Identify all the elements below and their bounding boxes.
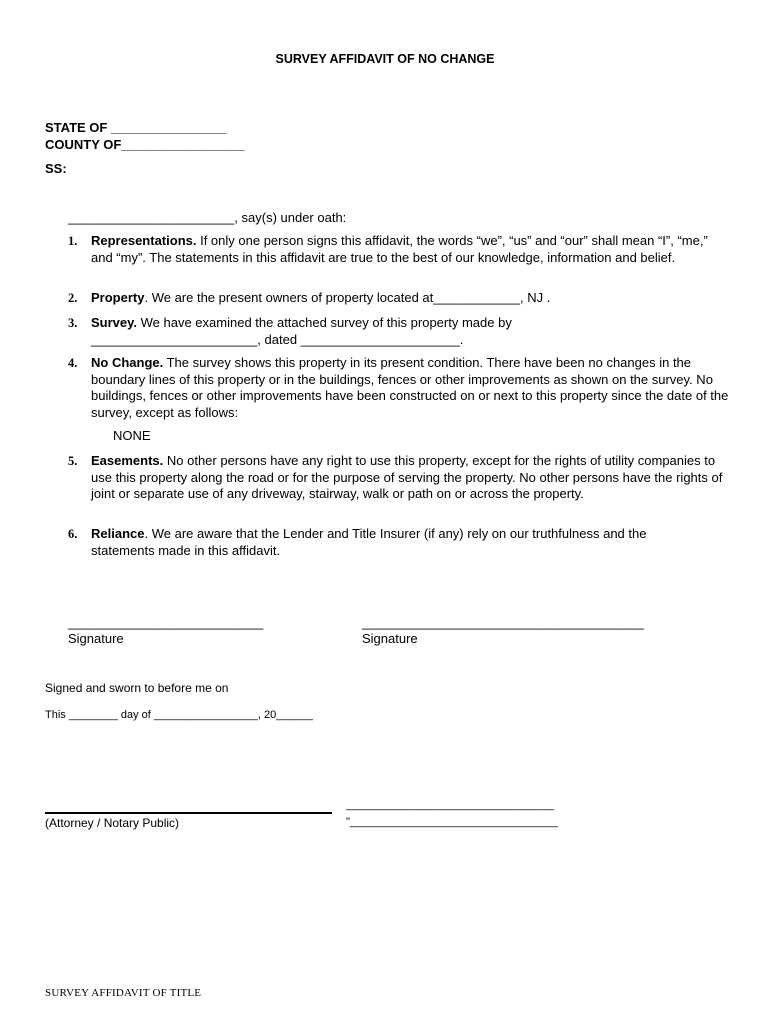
- sworn-statement: Signed and sworn to before me on: [45, 681, 229, 695]
- item-6-heading: Reliance: [91, 526, 145, 541]
- signature-line-left: ___________________________: [68, 615, 264, 630]
- item-5-body: No other persons have any right to use this property, except for the rights of utility companies to use this property along the road or for the purpose of serving the property. No other persons have the rights of joint or separate use of any driveway, stairway, walk or path on or across the property.: [91, 453, 723, 501]
- signature-label-left: Signature: [68, 631, 124, 646]
- notary-right-line-2: "__________________________________: [346, 816, 558, 828]
- item-4-heading: No Change.: [91, 355, 164, 370]
- item-3-heading: Survey.: [91, 315, 138, 330]
- item-reliance: [91, 526, 711, 559]
- state-line: STATE OF ________________: [45, 120, 227, 135]
- item-5-number: 5.: [68, 454, 78, 468]
- item-6-number: 6.: [68, 527, 78, 541]
- county-line: COUNTY OF_________________: [45, 137, 245, 152]
- page-footer: SURVEY AFFIDAVIT OF TITLE: [45, 987, 202, 999]
- item-3-body: We have examined the attached survey of this property made by _______________________, dated ______________________.: [91, 315, 512, 347]
- date-line: This ________ day of _________________, 20______: [45, 709, 313, 721]
- notary-right-line-1: __________________________________: [346, 799, 555, 811]
- item-5-heading: Easements.: [91, 453, 164, 468]
- item-3-number: 3.: [68, 316, 78, 330]
- item-representations: [91, 233, 731, 266]
- item-4-number: 4.: [68, 356, 78, 370]
- item-2-number: 2.: [68, 291, 78, 305]
- document-title: SURVEY AFFIDAVIT OF NO CHANGE: [275, 52, 495, 66]
- item-4-body: The survey shows this property in its present condition. There have been no changes in the boundary lines of this property or in the buildings, fences or other improvements as shown on the survey. No buildings, fences or other improvements have been constructed on or next to this property since the date of the survey, except as follows:: [91, 355, 729, 420]
- exceptions-value: NONE: [113, 428, 151, 443]
- ss-label: SS:: [45, 161, 67, 176]
- item-survey: [91, 315, 561, 348]
- item-no-change: [91, 355, 731, 421]
- item-1-heading: Representations.: [91, 233, 197, 248]
- signature-label-right: Signature: [362, 631, 418, 646]
- item-property: [91, 290, 731, 307]
- notary-signature-rule: [45, 812, 332, 814]
- item-easements: [91, 453, 731, 503]
- notary-label: (Attorney / Notary Public): [45, 816, 180, 830]
- item-1-number: 1.: [68, 234, 78, 248]
- item-6-body: . We are aware that the Lender and Title Insurer (if any) rely on our truthfulness and the statements made in this affidavit.: [91, 526, 647, 558]
- item-1-body: If only one person signs this affidavit, the words “we”, “us” and “our” shall mean “I”, “me,” and “my”. The statements in this affidavit are true to the best of our knowledge, information and belief.: [91, 233, 708, 265]
- signature-line-right: _______________________________________: [362, 615, 644, 630]
- oath-line: _______________________, say(s) under oath:: [68, 210, 347, 225]
- item-2-heading: Property: [91, 290, 145, 305]
- item-2-body: . We are the present owners of property located at____________, NJ .: [144, 290, 551, 305]
